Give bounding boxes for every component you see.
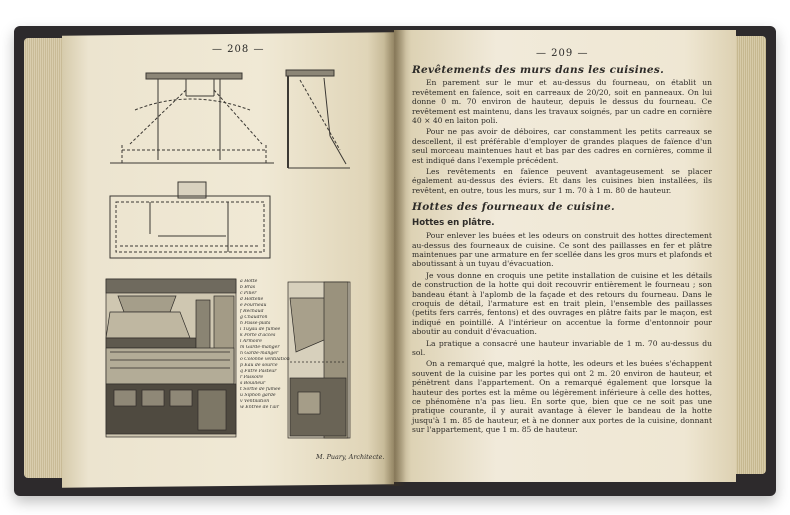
legend-item: h Passe-plats (240, 321, 271, 326)
legend-item: e Fourneau (240, 303, 267, 308)
paragraph: Pour enlever les buées et les odeurs on construit des hottes directement au-dessus des fourneaux de cuisine. Ce sont des paillasses en fer et plâtre maintenues par une armature en fer scellée dans les gros murs et plafonds et aboutissant à un tuyau d'évacuation. (412, 231, 712, 269)
section-title-hoods: Hottes des fourneaux de cuisine. (412, 201, 615, 214)
legend-item: s Bouilleur (240, 381, 266, 386)
legend-item: g Chaudron (240, 315, 268, 320)
paragraph: La pratique a consacré une hauteur invariable de 1 m. 70 au-dessus du sol. (412, 338, 712, 357)
legend-item: n Garde-manger (240, 351, 279, 356)
drawing-legend (240, 279, 300, 411)
kitchen-plan-drawing (110, 182, 270, 258)
legend-item: a Hotte (240, 279, 258, 284)
paragraph: Les revêtements en faïence peuvent avantageusement se placer également au-dessus des éviers. Et dans les cuisines bien installées, ils revêtent, en outre, tous les murs, sur 1 m. 70 à 1 m. 80 de hauteur. (412, 167, 712, 195)
legend-item: m Garde-manger (240, 345, 280, 350)
legend-item: o Colonne ventilation (240, 357, 290, 362)
paragraph: On a remarqué que, malgré la hotte, les odeurs et les buées s'échappent souvent de la cuisine par les portes qui ont 2 m. 20 environ de hauteur, et pénètrent dans l'appartement. On a remarqué également que lorsque la hauteur des portes est la même ou légèrement inférieure à celle des hottes, ce phénomène n'a pas lieu. En sorte que, bien que ce ne soit pas une pratique courante, il y aurait avantage à élever le bandeau de la hotte jusqu'à 1 m. 85 de hauteur, et à ne donner aux portes de la cuisine, donnant sur l'appartement, que 1 m. 85 de hauteur. (412, 359, 712, 435)
hood-elevation-drawing (110, 73, 274, 163)
legend-item: u Siphon garde (240, 393, 276, 398)
legend-item: v Ventilation (240, 399, 270, 404)
legend-item: k Porte d'accès (240, 333, 276, 338)
legend-item: r Passoire (240, 375, 264, 380)
legend-item: w Entrée de l'air (240, 405, 279, 410)
paragraph: Pour ne pas avoir de déboires, car constamment les petits carreaux se descellent, il est préférable d'employer de grandes plaques de faïence d'un seul morceau maintenues haut et bas par des cadres en cornières, comme il est indiqué dans l'exemple précédent. (412, 127, 712, 165)
architect-signature: M. Puary, Architecte. (316, 453, 385, 461)
paragraph: Je vous donne en croquis une petite installation de cuisine et les détails de construction de la hotte qui doit recouvrir entièrement le fourneau ; son bandeau étant à l'aplomb de la façade et des retours du fourneau. Dans le croquis de détail, l'armature est en trait plein, l'ensemble des paillasses (petits fers carrés, fentons) et des ouvrages en plâtre faits par le maçon, est indiqué en pointillé. A l'intérieur on accentue la forme d'entonnoir pour aboutir au conduit d'évacuation. (412, 270, 712, 337)
subsection-title-plaster-hoods: Hottes en plâtre. (412, 217, 495, 228)
legend-item: b Bras (240, 285, 256, 290)
hood-section-drawing (286, 70, 350, 168)
legend-item: l Armoire (240, 339, 262, 344)
legend-item: q Filtre Pasteur (240, 369, 277, 374)
section-title-wall-coverings: Revêtements des murs dans les cuisines. (412, 64, 665, 76)
legend-item: t Sortie de fumée (240, 387, 281, 392)
paragraph: En parement sur le mur et au-dessus du fourneau, on établit un revêtement en faïence, soit en carreaux de 20/20, soit en panneaux. On lui donne 0 m. 70 environ de hauteur, depuis le dessus du fourneau. Ce revêtement est maintenu, dans les travaux soignés, par un cadre en cornière 40 × 40 en laiton poli. (412, 78, 712, 126)
legend-item: d Hottelle (240, 297, 264, 302)
legend-item: f Réchaud (240, 309, 264, 314)
right-page-text (412, 66, 712, 437)
legend-item: p Eau de source (240, 363, 278, 368)
left-page-number: — 208 — (212, 44, 265, 55)
kitchen-engraving (106, 279, 236, 437)
legend-item: i Tuyau de fumée (240, 327, 281, 332)
right-page-number: — 209 — (536, 48, 589, 59)
legend-item: c Pilier (240, 291, 257, 296)
